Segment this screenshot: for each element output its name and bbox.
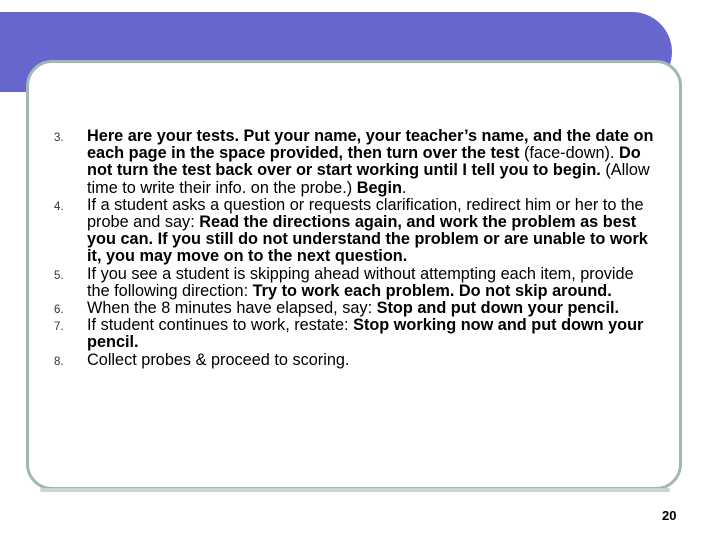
list-item [54,266,654,300]
item-text-run: . [401,178,407,197]
item-text-run: (Allow time to write their info. on the probe.) [87,161,650,197]
item-text-run: Stop and put down your pencil. [376,299,620,318]
item-number: 3. [54,132,64,144]
item-text-run: If a student asks a question or requests clarification, redirect him or her to the probe and say: [87,195,644,232]
item-number: 4. [54,200,64,213]
item-number: 8. [54,355,64,368]
item-number: 5. [54,269,64,282]
list-item [54,128,654,197]
item-text-run: When the 8 minutes have elapsed, say: [87,299,377,318]
item-text-run: Try to work each problem. Do not skip around. [252,281,612,300]
item-text-run: Do not turn the test back over or start working until I tell you to begin. [87,144,641,180]
item-text-run: Stop working now and put down your pencil. [87,316,644,352]
instruction-list [54,128,654,369]
page-number: 20 [662,508,677,523]
list-item [54,300,654,317]
list-item [54,317,654,351]
item-number: 7. [54,321,64,334]
item-text-run: If student continues to work, restate: [87,316,354,335]
list-item [54,352,654,369]
item-text-run: If you see a student is skipping ahead without attempting each item, provide the following direction: [87,264,634,300]
frame-shadow [40,488,670,492]
list-item [54,197,654,266]
item-text-run: Begin [356,178,402,197]
item-text-run: Collect probes & proceed to scoring. [87,350,350,369]
item-number: 6. [54,304,64,317]
item-text-run: (face-down). [523,144,619,163]
item-text-run: Read the directions again, and work the problem as best you can. If you still do not understand the problem or are unable to work it, you may move on to the next question. [87,213,648,266]
item-text-run: Here are your tests. Put your name, your teacher’s name, and the date on each page in the space provided, then turn over the test [87,127,654,163]
